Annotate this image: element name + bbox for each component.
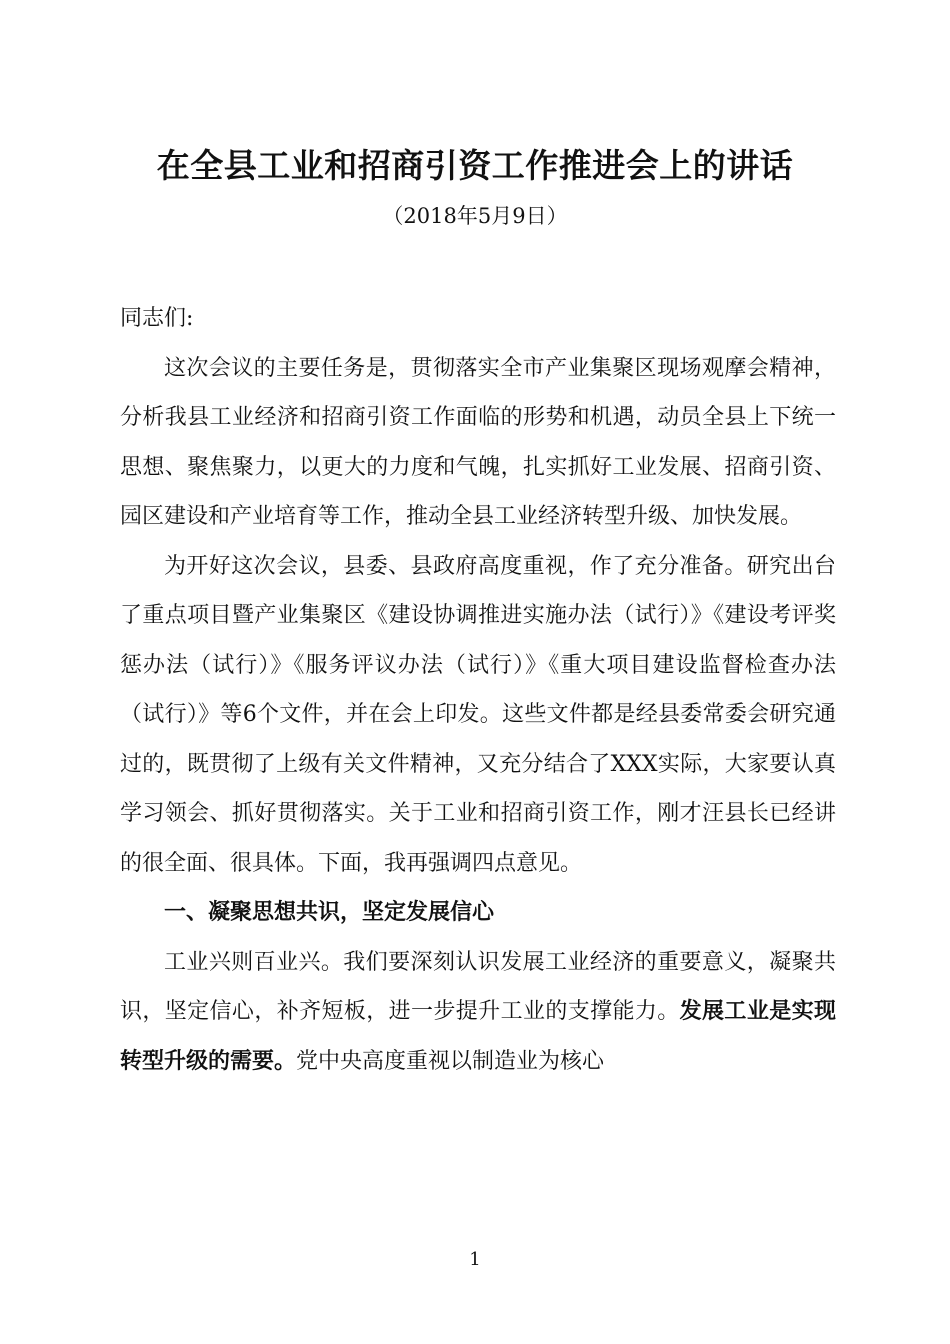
page-number: 1 xyxy=(469,1249,481,1270)
document-title: 在全县工业和招商引资工作推进会上的讲话 xyxy=(156,146,794,185)
document-body xyxy=(120,294,836,1086)
paragraph-industry-importance xyxy=(120,938,836,1087)
paragraph-meeting-preparation: 为开好这次会议，县委、县政府高度重视，作了充分准备。研究出台了重点项目暨产业集聚区《建设协调推进实施办法（试行）》《建设考评奖惩办法（试行）》《服务评议办法（试行）》《重大项目建设监督检查办法（试行）》等6个文件，并在会上印发。这些文件都是经县委常委会研究通过的，既贯彻了上级有关文件精神，又充分结合了XXX实际，大家要认真学习领会、抓好贯彻落实。关于工业和招商引资工作，刚才汪县长已经讲的很全面、很具体。下面，我再强调四点意见。 xyxy=(120,553,836,876)
paragraph-meeting-tasks: 这次会议的主要任务是，贯彻落实全市产业集聚区现场观摩会精神，分析我县工业经济和招商引资工作面临的形势和机遇，动员全县上下统一思想、聚焦聚力，以更大的力度和气魄，扎实抓好工业发展、招商引资、园区建设和产业培育等工作，推动全县工业经济转型升级、加快发展。 xyxy=(120,355,836,529)
salutation: 同志们: xyxy=(120,306,194,331)
paragraph-industry-importance-lead: 工业兴则百业兴。我们要深刻认识发展工业经济的重要意义，凝聚共识，坚定信心，补齐短板，进一步提升工业的支撑能力。 xyxy=(120,949,836,1024)
speech-date: （2018年5月9日） xyxy=(382,204,568,228)
section-heading-1: 一、凝聚思想共识，坚定发展信心 xyxy=(164,900,495,925)
paragraph-industry-importance-tail: 党中央高度重视以制造业为核心 xyxy=(296,1048,605,1074)
bold-phrase-transformation: 发展工业是实现转型升级的需要。 xyxy=(120,998,836,1074)
